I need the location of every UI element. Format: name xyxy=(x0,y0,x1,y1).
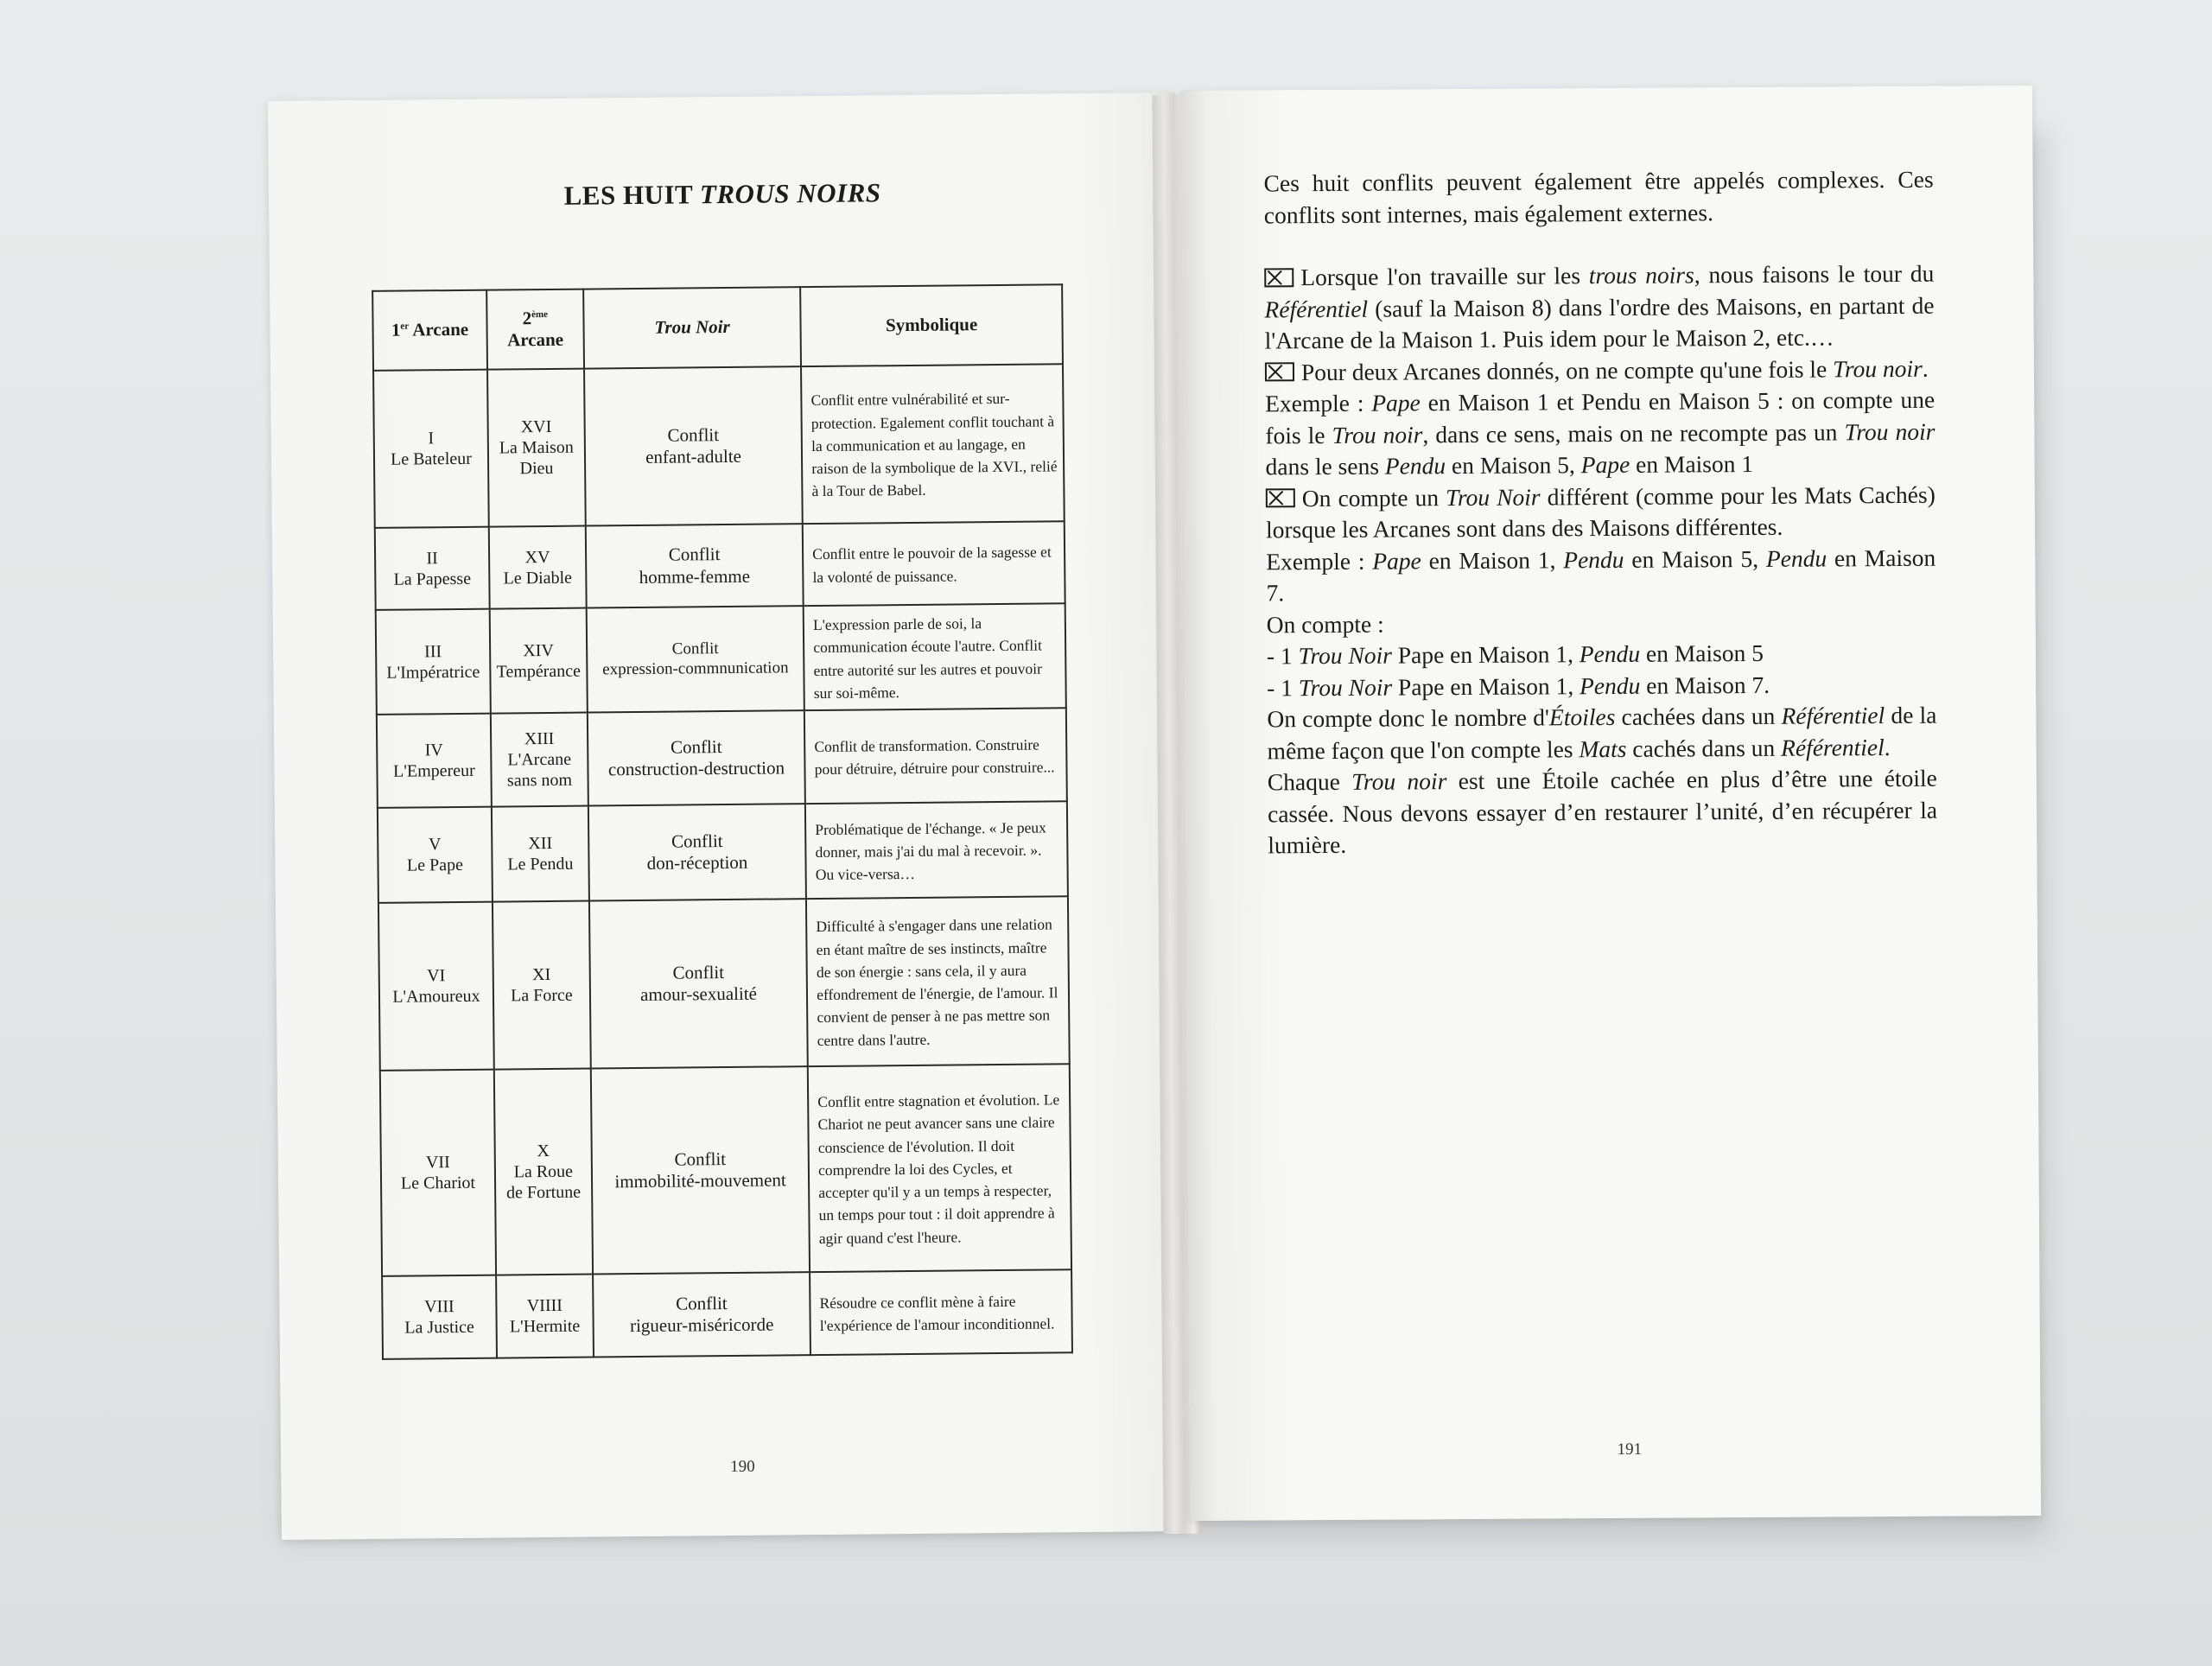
right-page xyxy=(1181,86,2041,1521)
trou-noir-cell: Conflit rigueur-miséricorde xyxy=(593,1272,810,1357)
arcane-1-cell: VI L'Amoureux xyxy=(378,902,494,1071)
arcane-table xyxy=(372,283,1073,1360)
header-arcane-1: 1er Arcane xyxy=(372,290,487,371)
arcane-2-cell: XII Le Pendu xyxy=(492,806,589,902)
bullet-paragraph: Pour deux Arcanes donnés, on ne compte qu'une fois le Trou noir. xyxy=(1265,353,1935,388)
arcane-2-cell: XIII L'Arcane sans nom xyxy=(491,713,588,807)
table-row xyxy=(382,1269,1072,1359)
paragraph: On compte : xyxy=(1266,610,1384,638)
table-header-row xyxy=(372,284,1063,371)
arcane-2-cell: XVI La Maison Dieu xyxy=(487,369,586,527)
arcane-2-cell: XIV Tempérance xyxy=(490,608,588,714)
symbolique-cell: Conflit entre vulnérabilité et sur-protection. Egalement conflit touchant à la communication et au langage, en raison de la symbolique de la XVI., relié à la Tour de Babel. xyxy=(801,364,1065,524)
list-item: - 1 Trou Noir Pape en Maison 1, Pendu en Maison 7. xyxy=(1267,671,1770,701)
right-page-text xyxy=(1264,164,1938,862)
page-number-right: 191 xyxy=(1617,1440,1643,1459)
table-row xyxy=(373,364,1065,528)
table-row xyxy=(380,1064,1071,1276)
arcane-2-cell: XI La Force xyxy=(493,901,591,1070)
table-row xyxy=(378,896,1070,1071)
arcane-1-cell: V Le Pape xyxy=(378,807,493,903)
trou-noir-cell: Conflit don-réception xyxy=(588,804,806,900)
page-number-left: 190 xyxy=(730,1457,755,1477)
symbolique-cell: Conflit entre stagnation et évolution. Le Chariot ne peut avancer sans une claire conscience de l'évolution. Il doit comprendre la loi des Cycles, et accepter qu'il y a un temps à respecter, un temps pour tout : il doit apprendre à agir quand c'est l'heure. xyxy=(808,1064,1071,1272)
trou-noir-cell: Conflit construction-destruction xyxy=(588,710,805,805)
page-title xyxy=(269,175,1176,214)
example-paragraph: Exemple : Pape en Maison 1 et Pendu en Maison 5 : on compte une fois le Trou noir, dans ce sens, mais on ne recompte pas un Trou noir dans le sens Pendu en Maison 5, Pape en Maison 1 xyxy=(1265,385,1936,480)
table-row xyxy=(376,603,1066,715)
trou-noir-cell: Conflit expression-commnunication xyxy=(587,606,804,712)
left-page xyxy=(268,92,1189,1540)
header-arcane-2: 2ème Arcane xyxy=(486,289,584,370)
checkbox-x-icon xyxy=(1265,362,1294,381)
symbolique-cell: Problématique de l'échange. « Je peux donner, mais j'ai du mal à recevoir. ». Ou vice-versa… xyxy=(805,801,1068,899)
symbolique-cell: Difficulté à s'engager dans une relation en étant maître de ses instincts, maître de son énergie : sans cela, il y aura effondrement de l'énergie, de l'amour. Il convient de penser à ne pas mettre son centre dans l'autre. xyxy=(806,896,1070,1066)
list-item: - 1 Trou Noir Pape en Maison 1, Pendu en Maison 5 xyxy=(1266,639,1764,670)
trou-noir-cell: Conflit amour-sexualité xyxy=(589,899,808,1068)
header-trou-noir: Trou Noir xyxy=(583,287,801,368)
title-italic: TROUS NOIRS xyxy=(699,177,881,210)
paragraph: Chaque Trou noir est une Étoile cachée en plus d’être une étoile cassée. Nous devons essayer d’en restaurer l’unité, d’en récupérer la lumière. xyxy=(1267,764,1938,859)
symbolique-cell: Conflit entre le pouvoir de la sagesse et la volonté de puissance. xyxy=(803,521,1065,606)
arcane-2-cell: XV Le Diable xyxy=(489,526,587,609)
arcane-2-cell: VIIII L'Hermite xyxy=(496,1275,594,1358)
symbolique-cell: Résoudre ce conflit mène à faire l'expérience de l'amour inconditionnel. xyxy=(810,1269,1072,1355)
paragraph: On compte donc le nombre d'Étoiles cachées dans un Référentiel de la même façon que l'on compte les Mats cachés dans un Référentiel. xyxy=(1267,701,1937,764)
table-row xyxy=(378,801,1068,903)
arcane-2-cell: X La Roue de Fortune xyxy=(494,1069,593,1275)
symbolique-cell: L'expression parle de soi, la communication écoute l'autre. Conflit entre autorité sur les autres et pouvoir sur soi-même. xyxy=(804,603,1066,710)
arcane-1-cell: VII Le Chariot xyxy=(380,1070,496,1276)
arcane-1-cell: III L'Impératrice xyxy=(376,609,491,715)
example-paragraph: Exemple : Pape en Maison 1, Pendu en Maison 5, Pendu en Maison 7. xyxy=(1266,544,1936,607)
arcane-1-cell: II La Papesse xyxy=(375,527,490,610)
paragraph: Ces huit conflits peuvent également être appelés complexes. Ces conflits sont internes, mais également externes. xyxy=(1263,165,1934,228)
symbolique-cell: Conflit de transformation. Construire pour détruire, détruire pour construire... xyxy=(804,708,1067,804)
trou-noir-cell: Conflit immobilité-mouvement xyxy=(591,1066,810,1274)
arcane-1-cell: I Le Bateleur xyxy=(373,370,489,528)
table-row xyxy=(377,708,1067,808)
table-row xyxy=(375,521,1065,610)
bullet-paragraph: Lorsque l'on travaille sur les trous noirs, nous faisons le tour du Référentiel (sauf la Maison 8) dans l'ordre des Maisons, en partant de l'Arcane de la Maison 1. Puis idem pour le Maison 2, etc.… xyxy=(1264,259,1935,354)
arcane-1-cell: VIII La Justice xyxy=(382,1275,497,1359)
trou-noir-cell: Conflit homme-femme xyxy=(586,524,804,607)
bullet-paragraph: On compte un Trou Noir différent (comme pour les Mats Cachés) lorsque les Arcanes sont dans des Maisons différentes. xyxy=(1265,480,1936,544)
trou-noir-cell: Conflit enfant-adulte xyxy=(584,366,803,525)
checkbox-x-icon xyxy=(1264,268,1294,287)
title-prefix: LES HUIT xyxy=(563,179,701,211)
arcane-1-cell: IV L'Empereur xyxy=(377,714,492,808)
checkbox-x-icon xyxy=(1266,488,1295,507)
header-symbolique: Symbolique xyxy=(800,284,1063,366)
